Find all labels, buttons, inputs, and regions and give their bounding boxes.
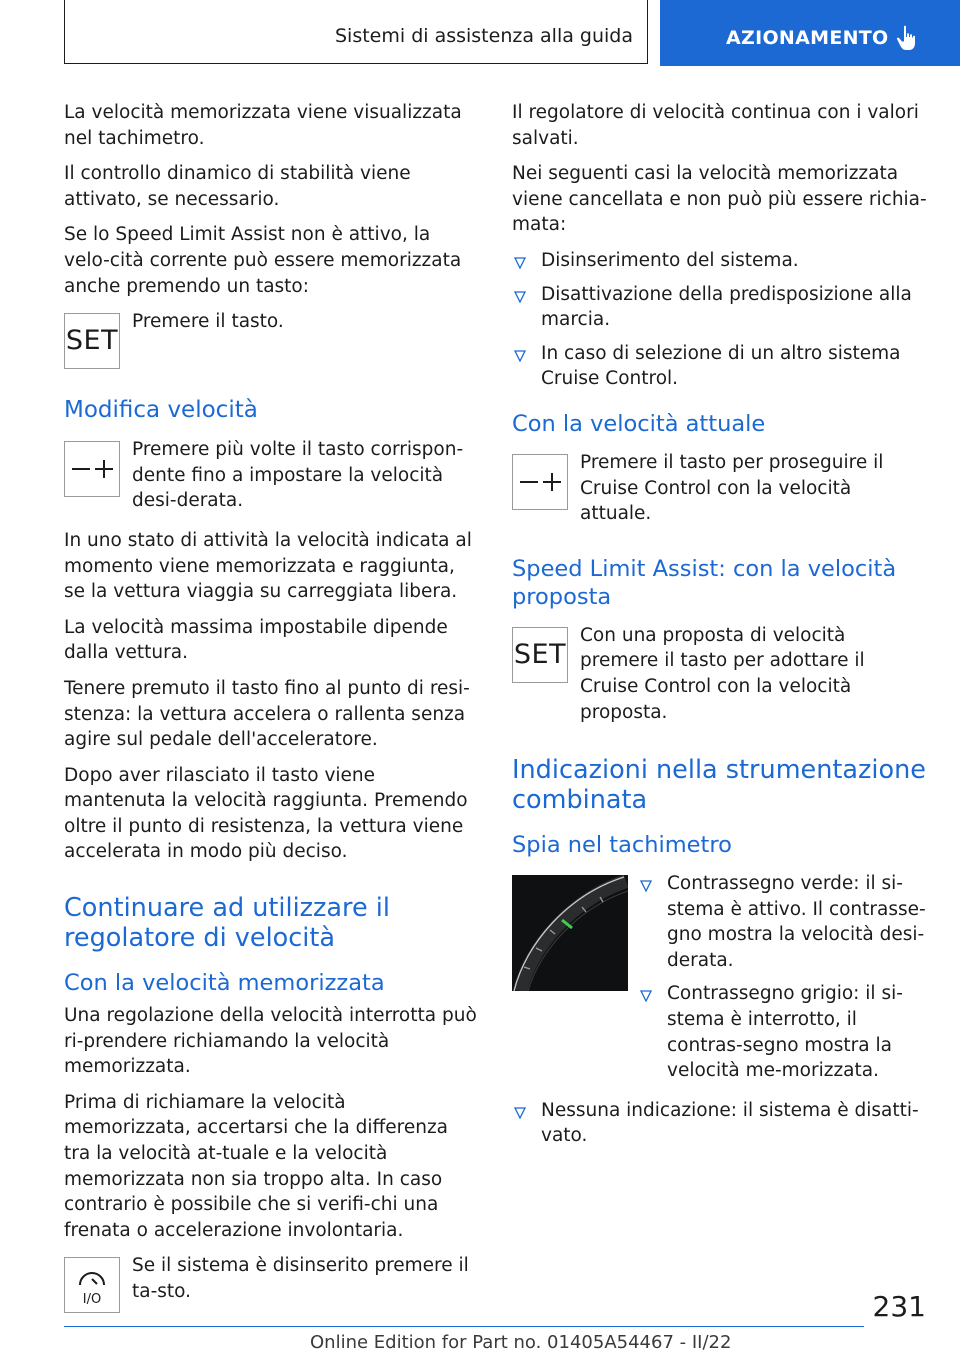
- paragraph: La velocità massima impostabile dipende dalla vettura.: [64, 616, 448, 664]
- section-title: Sistemi di assistenza alla guida: [334, 25, 633, 47]
- key-instruction-text: Premere il tasto per proseguire il Cruise Control con la velocità attuale.: [580, 451, 884, 525]
- list-item: Contrassegno grigio: il si-stema è interrotto, il contras-segno mostra la velocità me-morizzata.: [638, 981, 928, 1083]
- section-heading: Continuare ad utilizzare il regolatore di velocità: [64, 893, 390, 954]
- speedometer-image: [512, 875, 628, 991]
- list-item: Disinserimento del sistema.: [512, 248, 928, 274]
- paragraph: Il regolatore di velocità continua con i valori salvati.: [512, 102, 919, 149]
- list-item: Contrassegno verde: il si-stema è attivo. Il contrasse-gno mostra la velocità desi-derata.: [638, 871, 928, 973]
- triangle-bullet-icon: [514, 1107, 526, 1119]
- paragraph: Prima di richiamare la velocità memorizzata, accertarsi che la differenza tra la velocità at-tuale e la velocità memorizzata non sia troppo alta. In caso contrario è possibile che si verifi-chi una frenata o accelerazione involontaria.: [64, 1091, 449, 1241]
- hand-pointer-icon: [896, 25, 918, 55]
- paragraph: Tenere premuto il tasto fino al punto di resi-stenza: la vettura accelera o rallenta senza agire sul pedale dell'acceleratore.: [64, 677, 470, 751]
- left-column: [64, 100, 478, 1327]
- page-number: 231: [872, 1290, 926, 1323]
- section-header-box: [64, 0, 648, 64]
- bullet-list: [512, 1098, 928, 1149]
- paragraph: Se lo Speed Limit Assist non è attivo, la velo-cità corrente può essere memorizzata anche premendo un tasto:: [64, 224, 462, 297]
- subsection-heading: Con la velocità memorizzata: [64, 970, 385, 997]
- key-instruction: [64, 1253, 478, 1313]
- key-instruction: [512, 450, 928, 527]
- set-key-icon: SET: [512, 627, 568, 683]
- key-instruction: [64, 309, 478, 369]
- list-item: In caso di selezione di un altro sistema Cruise Control.: [512, 341, 928, 392]
- paragraph: Dopo aver rilasciato il tasto viene mantenuta la velocità raggiunta. Premendo oltre il punto di resistenza, la vettura viene accelerata in modo più deciso.: [64, 764, 468, 863]
- list-item: Disattivazione della predisposizione alla marcia.: [512, 282, 928, 333]
- svg-text:I/O: I/O: [82, 1292, 102, 1308]
- paragraph: Nei seguenti casi la velocità memorizzata viene cancellata e non può più essere richia-mata:: [512, 163, 927, 236]
- power-gauge-key-icon: [64, 1257, 120, 1313]
- bullet-list: [512, 248, 928, 392]
- key-instruction: [512, 623, 928, 725]
- section-heading: Indicazioni nella strumentazione combinata: [512, 755, 926, 816]
- paragraph: Una regolazione della velocità interrotta può ri-prendere richiamando la velocità memorizzata.: [64, 1005, 477, 1078]
- subsection-heading: Speed Limit Assist: con la velocità proposta: [512, 555, 897, 610]
- set-key-icon: SET: [64, 313, 120, 369]
- subsection-heading: Spia nel tachimetro: [512, 832, 732, 859]
- triangle-bullet-icon: [514, 291, 526, 303]
- subsection-heading: Con la velocità attuale: [512, 410, 766, 437]
- section-heading: Modifica velocità: [64, 397, 258, 424]
- list-item: Nessuna indicazione: il sistema è disatti-vato.: [512, 1098, 928, 1149]
- key-instruction-text: Premere il tasto.: [132, 311, 284, 333]
- key-instruction: [64, 437, 478, 514]
- footer-divider: [64, 1326, 864, 1327]
- right-column: [512, 100, 928, 1157]
- triangle-bullet-icon: [640, 880, 652, 892]
- triangle-bullet-icon: [640, 990, 652, 1002]
- speedometer-figure-row: [512, 871, 928, 1092]
- key-instruction-text: Premere più volte il tasto corrispon-dente fino a impostare la velocità desi-derata.: [132, 439, 464, 512]
- triangle-bullet-icon: [514, 257, 526, 269]
- edition-footer: Online Edition for Part no. 01405A54467 - II/22: [310, 1332, 732, 1353]
- paragraph: La velocità memorizzata viene visualizzata nel tachimetro.: [64, 102, 462, 149]
- bullet-list: [638, 871, 928, 1084]
- triangle-bullet-icon: [514, 350, 526, 362]
- chapter-title: AZIONAMENTO: [726, 27, 889, 49]
- key-instruction-text: Con una proposta di velocità premere il tasto per adottare il Cruise Control con la velocità proposta.: [580, 624, 865, 723]
- paragraph: In uno stato di attività la velocità indicata al momento viene memorizzata e raggiunta, se la vettura viaggia su carreggiata libera.: [64, 529, 472, 603]
- paragraph: Il controllo dinamico di stabilità viene attivato, se necessario.: [64, 163, 411, 210]
- minus-plus-key-icon: [512, 454, 568, 510]
- chapter-tab: [660, 0, 960, 66]
- minus-plus-key-icon: [64, 441, 120, 497]
- key-instruction-text: Se il sistema è disinserito premere il ta-sto.: [132, 1255, 469, 1302]
- page-header: [0, 0, 960, 66]
